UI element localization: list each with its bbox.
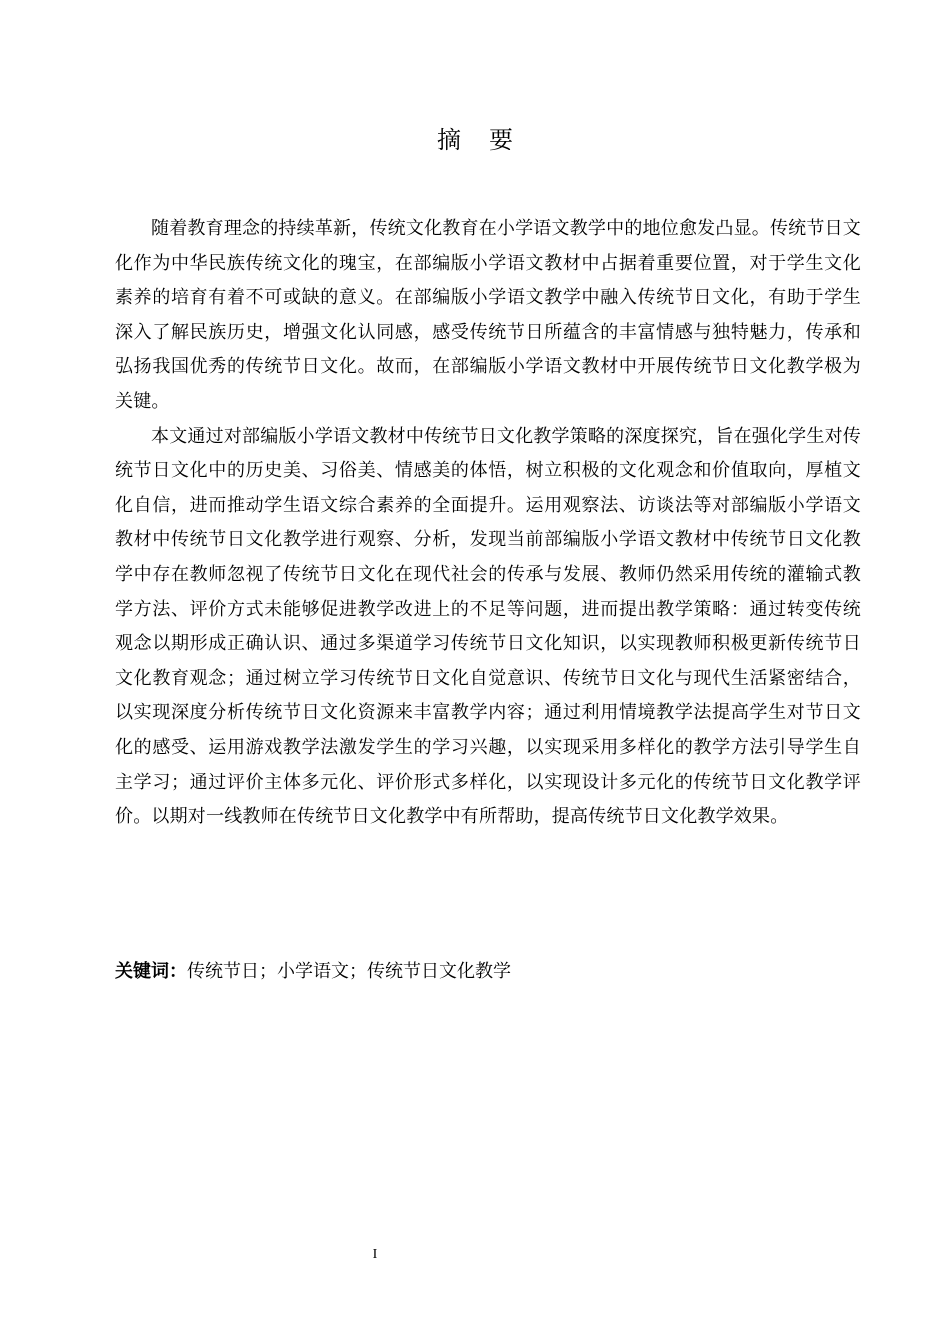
abstract-paragraph-2: 本文通过对部编版小学语文教材中传统节日文化教学策略的深度探究，旨在强化学生对传统节日文化中的历史美、习俗美、情感美的体悟，树立积极的文化观念和价值取向，厚植文化自信，进而推动学生语文综合素养的全面提升。运用观察法、访谈法等对部编版小学语文教材中传统节日文化教学进行观察、分析，发现当前部编版小学语文教材中传统节日文化教学中存在教师忽视了传统节日文化在现代社会的传承与发展、教师仍然采用传统的灌输式教学方法、评价方式未能够促进教学改进上的不足等问题，进而提出教学策略：通过转变传统观念以期形成正确认识、通过多渠道学习传统节日文化知识，以实现教师积极更新传统节日文化教育观念；通过树立学习传统节日文化自觉意识、传统节日文化与现代生活紧密结合，以实现深度分析传统节日文化资源来丰富教学内容；通过利用情境教学法提高学生对节日文化的感受、运用游戏教学法激发学生的学习兴趣，以实现采用多样化的教学方法引导学生自主学习；通过评价主体多元化、评价形式多样化，以实现设计多元化的传统节日文化教学评价。以期对一线教师在传统节日文化教学中有所帮助，提高传统节日文化教学效果。 <box>115 425 861 828</box>
abstract-body <box>115 212 861 835</box>
keywords-line <box>115 957 861 987</box>
page-number: I <box>372 1247 378 1262</box>
abstract-paragraph-1: 随着教育理念的持续革新，传统文化教育在小学语文教学中的地位愈发凸显。传统节日文化作为中华民族传统文化的瑰宝，在部编版小学语文教材中占据着重要位置，对于学生文化素养的培育有着不可或缺的意义。在部编版小学语文教学中融入传统节日文化，有助于学生深入了解民族历史，增强文化认同感，感受传统节日所蕴含的丰富情感与独特魅力，传承和弘扬我国优秀的传统节日文化。故而，在部编版小学语文教材中开展传统节日文化教学极为关键。 <box>115 218 861 412</box>
keywords-label: 关键词： <box>115 961 187 982</box>
abstract-title: 摘要 <box>437 126 541 154</box>
keywords-text: 传统节日；小学语文；传统节日文化教学 <box>187 961 511 982</box>
